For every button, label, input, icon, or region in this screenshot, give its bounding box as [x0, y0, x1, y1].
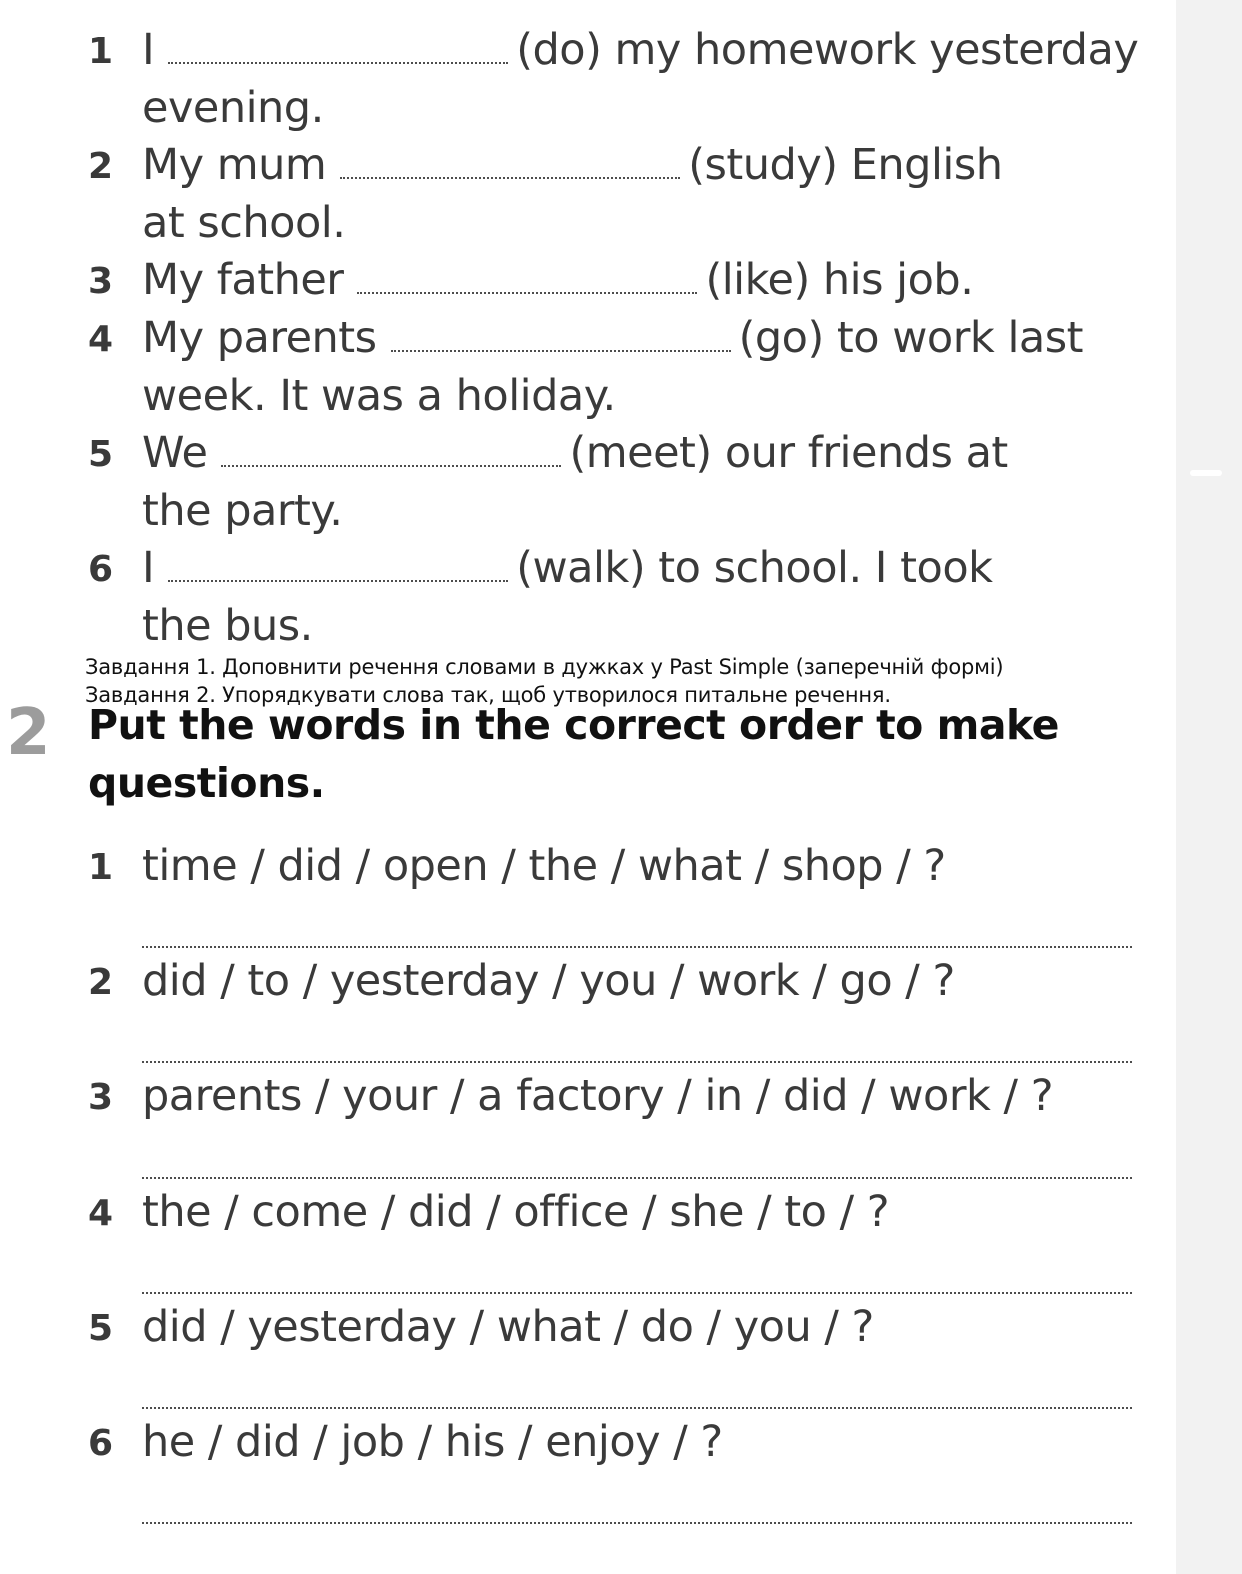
- answer-blank[interactable]: [168, 62, 508, 64]
- verb-prompt: (walk) to school. I took: [516, 543, 993, 593]
- verb-prompt: (like) his job.: [705, 255, 974, 305]
- instruction-task-1: Завдання 1. Доповнити речення словами в дужках у Past Simple (заперечній формі): [85, 655, 1004, 679]
- instruction-task-2: Завдання 2. Упорядкувати слова так, щоб утворилося питальне речення.: [85, 683, 891, 707]
- answer-blank[interactable]: [340, 177, 680, 179]
- sentence-start: My parents: [142, 313, 377, 363]
- item-number: 6: [88, 549, 114, 590]
- word-prompt: he / did / job / his / enjoy / ?: [142, 1417, 723, 1467]
- sentence-start: My mum: [142, 140, 327, 190]
- sentence-continuation: at school.: [142, 198, 346, 248]
- word-prompt: did / yesterday / what / do / you / ?: [142, 1302, 874, 1352]
- answer-line[interactable]: [142, 1407, 1132, 1409]
- sentence-line: [142, 544, 993, 592]
- sentence-start: We: [142, 428, 208, 478]
- sentence-start: I: [142, 25, 155, 75]
- answer-blank[interactable]: [168, 580, 508, 582]
- word-prompt: did / to / yesterday / you / work / go / ?: [142, 956, 955, 1006]
- item-number: 5: [88, 434, 114, 475]
- exercise-title: Put the words in the correct order to make: [88, 701, 1059, 749]
- sentence-continuation: the party.: [142, 486, 343, 536]
- sentence-continuation: evening.: [142, 83, 324, 133]
- verb-prompt: (study) English: [688, 140, 1003, 190]
- item-number: 6: [88, 1423, 114, 1464]
- sentence-line: [142, 26, 1138, 74]
- word-prompt: parents / your / a factory / in / did / work / ?: [142, 1071, 1054, 1121]
- item-number: 3: [88, 261, 114, 302]
- item-number: 2: [88, 146, 114, 187]
- sentence-line: [142, 256, 973, 304]
- item-number: 5: [88, 1308, 114, 1349]
- sentence-continuation: the bus.: [142, 601, 313, 651]
- background-strip-mark: [1190, 470, 1222, 476]
- exercise-title-continued: questions.: [88, 759, 325, 807]
- sentence-line: [142, 314, 1083, 362]
- sentence-continuation: week. It was a holiday.: [142, 371, 616, 421]
- sentence-line: [142, 141, 1003, 189]
- word-prompt: time / did / open / the / what / shop / ?: [142, 841, 946, 891]
- item-number: 3: [88, 1077, 114, 1118]
- sentence-start: My father: [142, 255, 344, 305]
- item-number: 1: [88, 31, 114, 72]
- item-number: 4: [88, 319, 114, 360]
- item-number: 4: [88, 1193, 114, 1234]
- answer-line[interactable]: [142, 1292, 1132, 1294]
- exercise-number: 2: [6, 696, 51, 770]
- item-number: 2: [88, 962, 114, 1003]
- answer-line[interactable]: [142, 946, 1132, 948]
- answer-line[interactable]: [142, 1177, 1132, 1179]
- answer-blank[interactable]: [391, 350, 731, 352]
- verb-prompt: (go) to work last: [738, 313, 1084, 363]
- verb-prompt: (do) my homework yesterday: [516, 25, 1139, 75]
- verb-prompt: (meet) our friends at: [569, 428, 1008, 478]
- answer-blank[interactable]: [221, 465, 561, 467]
- word-prompt: the / come / did / office / she / to / ?: [142, 1187, 890, 1237]
- sentence-line: [142, 429, 1008, 477]
- answer-line[interactable]: [142, 1061, 1132, 1063]
- answer-line[interactable]: [142, 1522, 1132, 1524]
- item-number: 1: [88, 847, 114, 888]
- sentence-start: I: [142, 543, 155, 593]
- answer-blank[interactable]: [357, 292, 697, 294]
